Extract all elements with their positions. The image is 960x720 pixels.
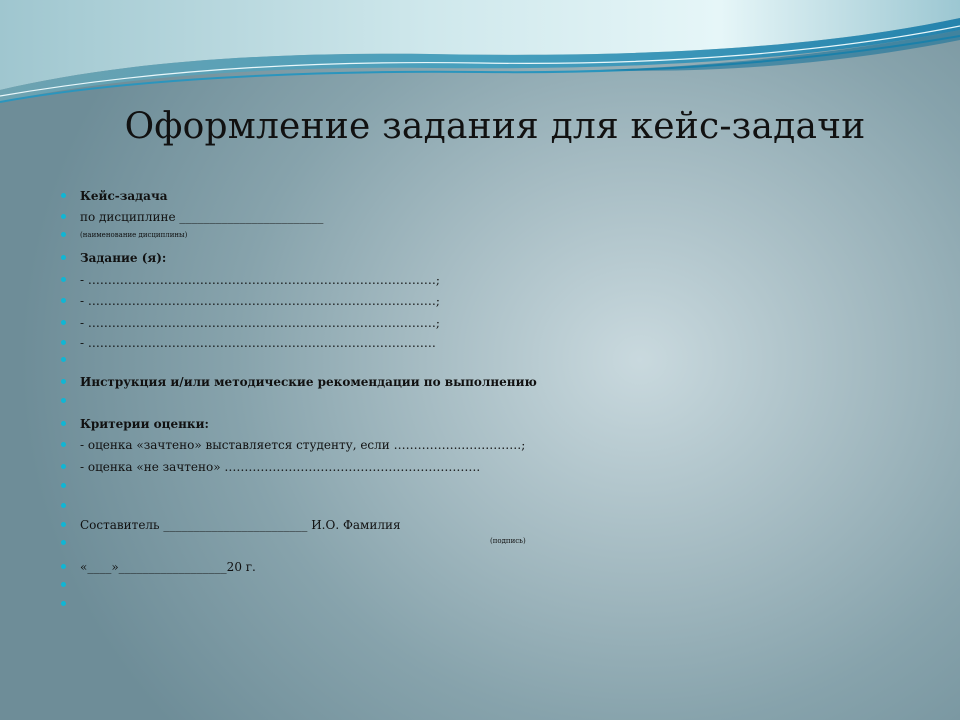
bullet-icon [61, 298, 66, 303]
bullet-icon [61, 442, 66, 447]
content-line: «____»__________________20 г. [80, 560, 256, 574]
content-line: Задание (я): [80, 251, 167, 265]
content-line: Инструкция и/или методические рекомендации по выполнению [80, 375, 537, 389]
bullet-icon [61, 464, 66, 469]
bullet-icon [61, 540, 66, 545]
bullet-icon [61, 340, 66, 345]
content-line: - оценка «зачтено» выставляется студенту, если ……………..……………; [80, 438, 526, 452]
bullet-icon [61, 320, 66, 325]
bullet-icon [61, 522, 66, 527]
signature-caption: (подпись) [490, 537, 526, 545]
bullet-icon [61, 357, 66, 362]
content-line: Критерии оценки: [80, 417, 209, 431]
bullet-icon [61, 564, 66, 569]
bullet-icon [61, 398, 66, 403]
content-line: Кейс-задача [80, 189, 168, 203]
bullet-icon [61, 277, 66, 282]
bullet-icon [61, 379, 66, 384]
bullet-icon [61, 255, 66, 260]
content-line: - ……………………………………………………………………………; [80, 294, 440, 308]
bullet-icon [61, 232, 66, 237]
bullet-icon [61, 503, 66, 508]
content-line: - ……………………………………………………………………………; [80, 273, 440, 287]
bullet-icon [61, 193, 66, 198]
bullet-icon [61, 483, 66, 488]
bullet-icon [61, 582, 66, 587]
slide-title: Оформление задания для кейс-задачи [124, 106, 866, 147]
content-line: - …………………………………………………………………………… [80, 336, 436, 350]
bullet-icon [61, 601, 66, 606]
content-line: по дисциплине ________________________ [80, 210, 324, 224]
content-line: - ……………………………………………………………………………; [80, 316, 440, 330]
content-line: (наименование дисциплины) [80, 231, 188, 239]
content-line: - оценка «не зачтено» ………………………………………………………. [80, 460, 481, 474]
bullet-icon [61, 214, 66, 219]
content-line: Составитель ________________________ И.О. Фамилия [80, 518, 401, 532]
bullet-icon [61, 421, 66, 426]
